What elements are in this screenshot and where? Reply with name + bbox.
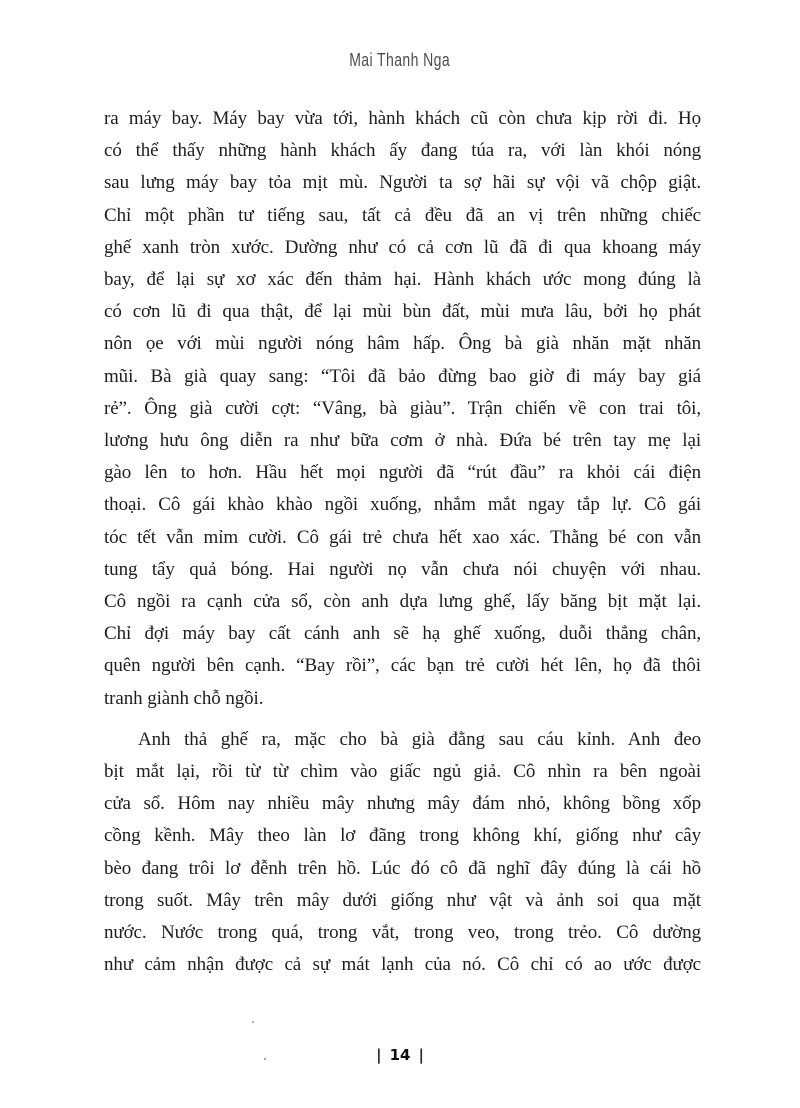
text-line: có thể thấy những hành khách ấy đang túa ra, với làn khói nóng: [104, 140, 701, 162]
text-line: trong suốt. Mây trên mây dưới giống như vật và ảnh soi qua mặt: [104, 889, 701, 911]
text-line: tranh giành chỗ ngồi.: [104, 687, 264, 709]
text-line: cửa sổ. Hôm nay nhiều mây nhưng mây đám nhỏ, không bồng xốp: [104, 793, 701, 815]
text-line: tung tẩy quả bóng. Hai người nọ vẫn chưa nói chuyện với nhau.: [104, 558, 701, 580]
text-line: lương hưu ông diễn ra như bữa cơm ở nhà. Đứa bé trên tay mẹ lại: [104, 430, 701, 452]
paragraph-2: [104, 724, 701, 982]
print-speck: [252, 1021, 254, 1023]
text-line: Chỉ một phần tư tiếng sau, tất cả đều đã an vị trên những chiếc: [104, 204, 701, 226]
text-line: tóc tết vẫn mỉm cười. Cô gái trẻ chưa hết xao xác. Thằng bé con vẫn: [104, 526, 701, 548]
text-line: gào lên to hơn. Hầu hết mọi người đã “rút đầu” ra khỏi cái điện: [104, 462, 701, 484]
text-line: Cô ngồi ra cạnh cửa sổ, còn anh dựa lưng ghế, lấy băng bịt mặt lại.: [104, 591, 701, 613]
footer-left-bar: |: [376, 1046, 382, 1064]
text-line: bịt mắt lại, rồi từ từ chìm vào giấc ngủ giả. Cô nhìn ra bên ngoài: [104, 761, 701, 783]
text-line: như cảm nhận được cả sự mát lạnh của nó. Cô chỉ có ao ước được: [104, 954, 701, 976]
page-header: [0, 50, 800, 71]
text-line: nôn ọe với mùi người nóng hâm hấp. Ông bà già nhăn mặt nhăn: [104, 333, 701, 355]
text-line: rẻ”. Ông già cười cợt: “Vâng, bà giàu”. Trận chiến về con trai tôi,: [104, 397, 701, 419]
author-name: Mai Thanh Nga: [349, 50, 451, 70]
text-line: Anh thả ghế ra, mặc cho bà già đằng sau cáu kỉnh. Anh đeo: [138, 728, 701, 750]
text-line: bay, để lại sự xơ xác đến thảm hại. Hành khách ước mong đúng là: [104, 269, 701, 291]
text-line: Chỉ đợi máy bay cất cánh anh sẽ hạ ghế xuống, duỗi thẳng chân,: [104, 623, 701, 645]
text-line: cồng kềnh. Mây theo làn lơ đãng trong không khí, giống như cây: [104, 825, 701, 847]
text-line: nước. Nước trong quá, trong vắt, trong veo, trong trẻo. Cô dường: [104, 922, 701, 944]
page-footer: [0, 1046, 800, 1064]
body-text: [104, 103, 701, 981]
text-line: có cơn lũ đi qua thật, để lại mùi bùn đất, mùi mưa lâu, bởi họ phát: [104, 301, 701, 323]
text-line: thoại. Cô gái khào khào ngồi xuống, nhắm mắt ngay tắp lự. Cô gái: [104, 494, 701, 516]
footer-right-bar: |: [418, 1046, 424, 1064]
text-line: mũi. Bà già quay sang: “Tôi đã bảo đừng bao giờ đi máy bay giá: [104, 365, 701, 387]
text-line: bèo đang trôi lơ đễnh trên hồ. Lúc đó cô đã nghĩ đây đúng là cái hồ: [104, 857, 701, 879]
text-line: ra máy bay. Máy bay vừa tới, hành khách cũ còn chưa kịp rời đi. Họ: [104, 108, 701, 129]
page-number: 14: [389, 1046, 411, 1064]
text-line: sau lưng máy bay tỏa mịt mù. Người ta sợ hãi sự vội vã chộp giật.: [104, 172, 701, 194]
paragraph-1: [104, 103, 701, 715]
text-line: ghế xanh tròn xước. Dường như có cả cơn lũ đã đi qua khoang máy: [104, 236, 701, 258]
text-line: quên người bên cạnh. “Bay rồi”, các bạn trẻ cười hét lên, họ đã thôi: [104, 655, 701, 677]
